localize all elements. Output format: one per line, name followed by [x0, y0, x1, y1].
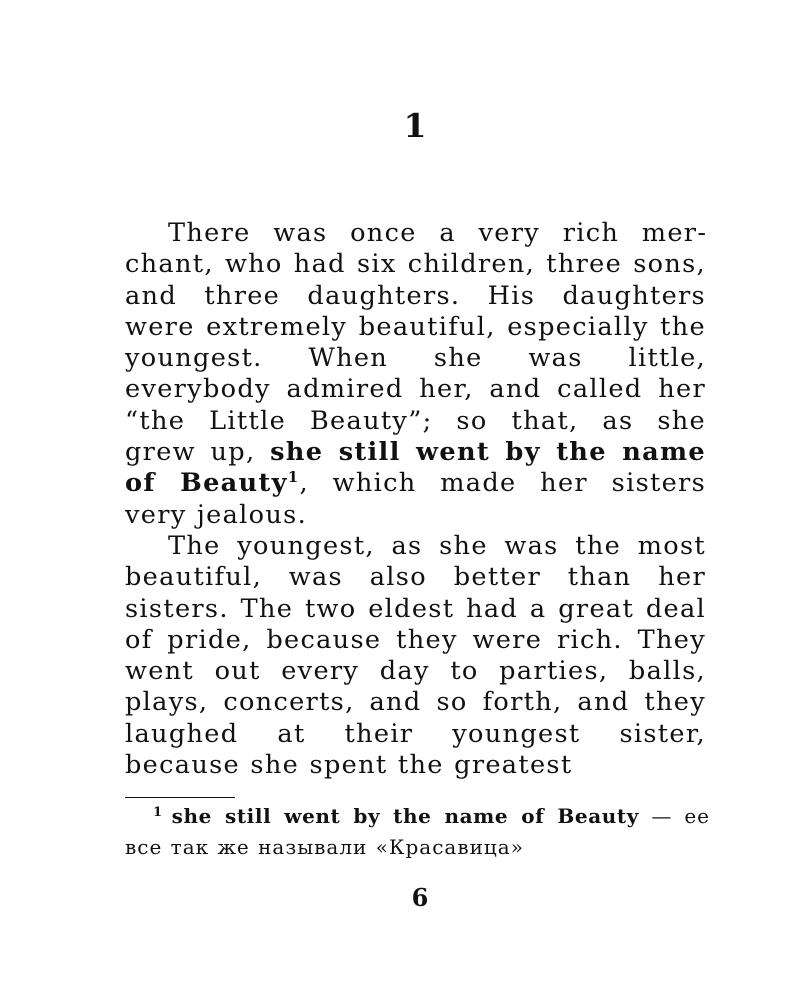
footnote-term: she still went by the name of Beauty — [171, 804, 639, 828]
paragraph-1-text: There was once a very rich merchant, who had six children, three sons, and three daughters. His daughters were extremely beautiful, especially the youngest. When she was little, everybody admired her, and called her “the Little Beauty”; so that, as she grew up, — [125, 218, 706, 468]
chapter-number: 1 — [403, 106, 427, 145]
main-text — [125, 218, 706, 781]
footnote-translation: ее все так же называли «Красавица» — [125, 804, 710, 859]
paragraph-2: The youngest, as she was the most beautiful, was also better than her sisters. The two eldest had a great deal of pride, because they were rich. They went out every day to parties, balls, plays, concerts, and so forth, and they laughed at their youngest sister, because she spent the greatest — [125, 530, 706, 781]
footnote-dash: — — [638, 804, 685, 828]
highlighted-phrase: she still went by the name of Beauty — [125, 437, 706, 499]
footnote: 1 she still went by the name of Beauty — ее все так же называли «Красавица» — [125, 804, 710, 859]
paragraph-1 — [125, 218, 706, 531]
paragraph-1-ending: , which made her sisters very jealous. — [125, 468, 707, 530]
page-number: 6 — [411, 883, 429, 912]
footnote-reference: 1 — [287, 468, 300, 487]
footnote-divider — [125, 797, 235, 798]
